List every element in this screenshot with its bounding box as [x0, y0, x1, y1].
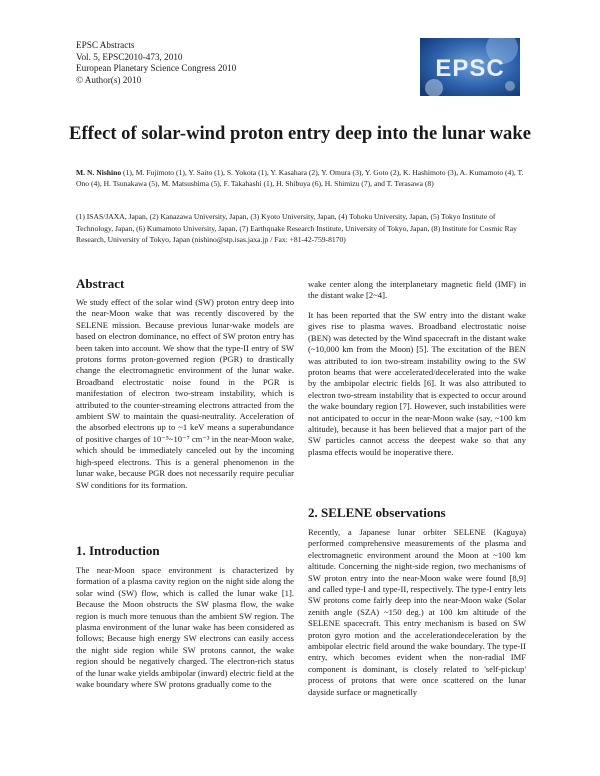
lead-author: M. N. Nishino — [76, 168, 122, 177]
co-authors: (1), M. Fujimoto (1), Y. Saito (1), S. Yokota (1), Y. Kasahara (2), Y. Omura (3), Y. Goto (2), K. Hashimoto (3), A. Kumamoto (4), T. Ono (4), H. Tsunakawa (5), M. Matsushima (5), F. Takahashi (1), H. Shibuya (6), H. Shimizu (7), and T. Terasawa (8) — [76, 168, 524, 188]
introduction-continuation: wake center along the interplanetary magnetic field (IMF) in the distant wake [2~4]. — [308, 279, 526, 301]
copyright-notice: © Author(s) 2010 — [76, 74, 142, 85]
introduction-text: The near-Moon space environment is characterized by formation of a plasma cavity region on the night side along the solar wind (SW) flow, which is called the lunar wake [1]. Because the Moon obstructs the SW plasma flow, the wake region is much more tenuous than the ambient SW region. The plasma environment of the lunar wake has been considered as follows; Because high energy SW electrons can easily access the night side region while SW protons cannot, the wake region should be negatively charged. The electron-rich status of the lunar wake yields ambipolar (inward) electric field at the wake boundary where SW protons gradually come to the — [76, 565, 294, 690]
introduction-paragraph-2: It has been reported that the SW entry into the distant wake gives rise to plasma waves. Broadband electrostatic noise (BEN) was detected by the Wind spacecraft in the distant wake (~10,000 km from the Moon) [5]. The excitation of the BEN was attributed to ion two-stream instability owing to the SW proton beams that were accelerated/decelerated into the wake by the ambipolar electric fields [6]. It was also attributed to electron two-stream instability that is expected to occur around the wake boundary region [7]. However, such instabilities were not anticipated to occur in the near-Moon wake (say, ~100 km altitude), because it has been believed that a major part of the SW particles cannot access the deepest wake so that any plasma effects would be inoperative there. — [308, 310, 526, 457]
selene-text: Recently, a Japanese lunar orbiter SELENE (Kaguya) performed comprehensive measurements of the plasma and electromagnetic environment around the Moon at ~100 km altitude. Concerning the night-side region, two mechanisms of SW proton entry into the near-Moon wake were found [8,9] and called type-I and type-II, respectively. The type-I entry lets SW protons come fairly deep into the near-Moon wake (Solar zenith angle (SZA) ~150 deg.) at 100 km altitude of the SELENE spacecraft. This entry mechanism is based on SW proton gyro motion and the accelerationdeceleration by the ambipolar electric field around the wake boundary. The type-II entry, which becomes evident when the non-radial IMF component is dominant, is closely related to 'self-pickup' process of protons that were once scattered on the lunar dayside surface or magnetically — [308, 527, 526, 697]
abstract-heading: Abstract — [76, 276, 125, 291]
journal-volume: Vol. 5, EPSC2010-473, 2010 — [76, 51, 183, 62]
logo-text: EPSC — [435, 55, 505, 82]
introduction-heading: 1. Introduction — [76, 543, 160, 558]
paper-title: Effect of solar-wind proton entry deep into the lunar wake — [69, 123, 531, 144]
epsc-logo — [420, 38, 520, 96]
author-list — [76, 167, 528, 189]
affiliations: (1) ISAS/JAXA, Japan, (2) Kanazawa University, Japan, (3) Kyoto University, Japan, (4) Tohoku University, Japan, (5) Tokyo Institute of Technology, Japan, (6) Kumamoto University, Japan, (7) Earthquake Research Institute, University of Tokyo, Japan, (8) Institute for Cosmic Ray Research, University of Tokyo, Japan (nishino@stp.isas.jaxa.jp / Fax: +81-42-759-8170) — [76, 212, 517, 244]
congress-name: European Planetary Science Congress 2010 — [76, 63, 237, 73]
journal-name: EPSC Abstracts — [76, 40, 135, 50]
journal-header — [76, 40, 236, 86]
abstract-text: We study effect of the solar wind (SW) proton entry deep into the near-Moon wake that was recently discovered by the SELENE mission. Because previous lunar-wake models are based on electron dominance, no effect of SW proton entry has been taken into account. We show that the type-II entry of SW protons forms proton-governed region (PGR) to drastically change the electromagnetic environment of the lunar wake. Broadband electrostatic noise found in the PGR is manifestation of electron two-stream instability, which is attributed to the counter-streaming electrons attracted from the ambient SW to maintain the quasi-neutrality. Acceleration of the absorbed electrons up to ~1 keV means a superabundance of positive charges of 10⁻⁵~10⁻⁷ cm⁻³ in the near-Moon wake, which should be immediately canceled out by the incoming high-speed electrons. This is a general phenomenon in the lunar wake, because PGR does not necessarily require peculiar SW conditions for its formation. — [76, 297, 294, 490]
selene-heading: 2. SELENE observations — [308, 505, 446, 520]
